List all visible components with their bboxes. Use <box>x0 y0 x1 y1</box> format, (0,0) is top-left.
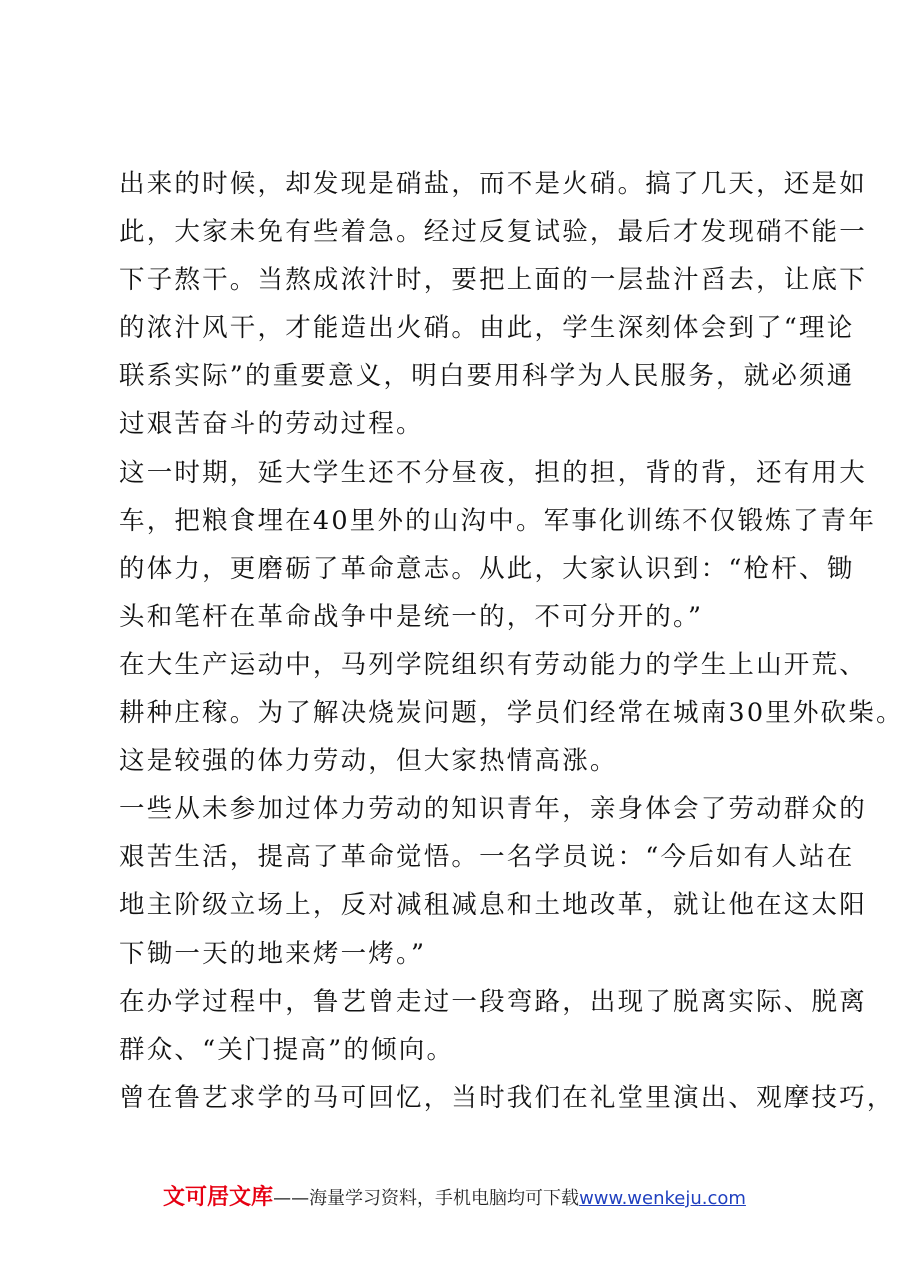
text-line: 这是较强的体力劳动，但大家热情高涨。 <box>119 746 618 777</box>
text-line: 此，大家未免有些着急。经过反复试验，最后才发现硝不能一 <box>119 217 867 248</box>
footer-tagline: ——海量学习资料，手机电脑均可下载 <box>273 1188 580 1209</box>
text-line: 耕种庄稼。为了解决烧炭问题，学员们经常在城南30里外砍柴。 <box>119 698 904 729</box>
text-line: 联系实际”的重要意义，明白要用科学为人民服务，就必须通 <box>119 361 855 392</box>
text-line: 曾在鲁艺求学的马可回忆，当时我们在礼堂里演出、观摩技巧， <box>119 1082 895 1113</box>
footer-brand: 文可居文库 <box>163 1185 274 1210</box>
footer-website-link[interactable]: www.wenkeju.com <box>579 1188 746 1209</box>
text-line: 车，把粮食埋在40里外的山沟中。军事化训练不仅锻炼了青年 <box>119 505 877 536</box>
text-line: 一些从未参加过体力劳动的知识青年，亲身体会了劳动群众的 <box>119 794 867 825</box>
text-line: 下锄一天的地来烤一烤。” <box>119 938 427 969</box>
text-line: 头和笔杆在革命战争中是统一的，不可分开的。” <box>119 601 704 632</box>
text-line: 群众、“关门提高”的倾向。 <box>119 1034 455 1065</box>
document-body <box>119 160 904 1122</box>
footer <box>0 1180 909 1211</box>
text-line: 这一时期，延大学生还不分昼夜，担的担，背的背，还有用大 <box>119 457 867 488</box>
text-line: 在办学过程中，鲁艺曾走过一段弯路，出现了脱离实际、脱离 <box>119 986 867 1017</box>
text-line: 的体力，更磨砺了革命意志。从此，大家认识到：“枪杆、锄 <box>119 553 855 584</box>
text-line: 出来的时候，却发现是硝盐，而不是火硝。搞了几天，还是如 <box>119 169 867 199</box>
text-line: 下子熬干。当熬成浓汁时，要把上面的一层盐汁舀去，让底下 <box>119 265 867 296</box>
text-line: 在大生产运动中，马列学院组织有劳动能力的学生上山开荒、 <box>119 649 867 680</box>
text-line: 艰苦生活，提高了革命觉悟。一名学员说：“今后如有人站在 <box>119 842 855 873</box>
text-line: 地主阶级立场上，反对减租减息和土地改革，就让他在这太阳 <box>119 890 867 921</box>
text-line: 的浓汁风干，才能造出火硝。由此，学生深刻体会到了“理论 <box>119 313 855 344</box>
text-line: 过艰苦奋斗的劳动过程。 <box>119 409 424 440</box>
